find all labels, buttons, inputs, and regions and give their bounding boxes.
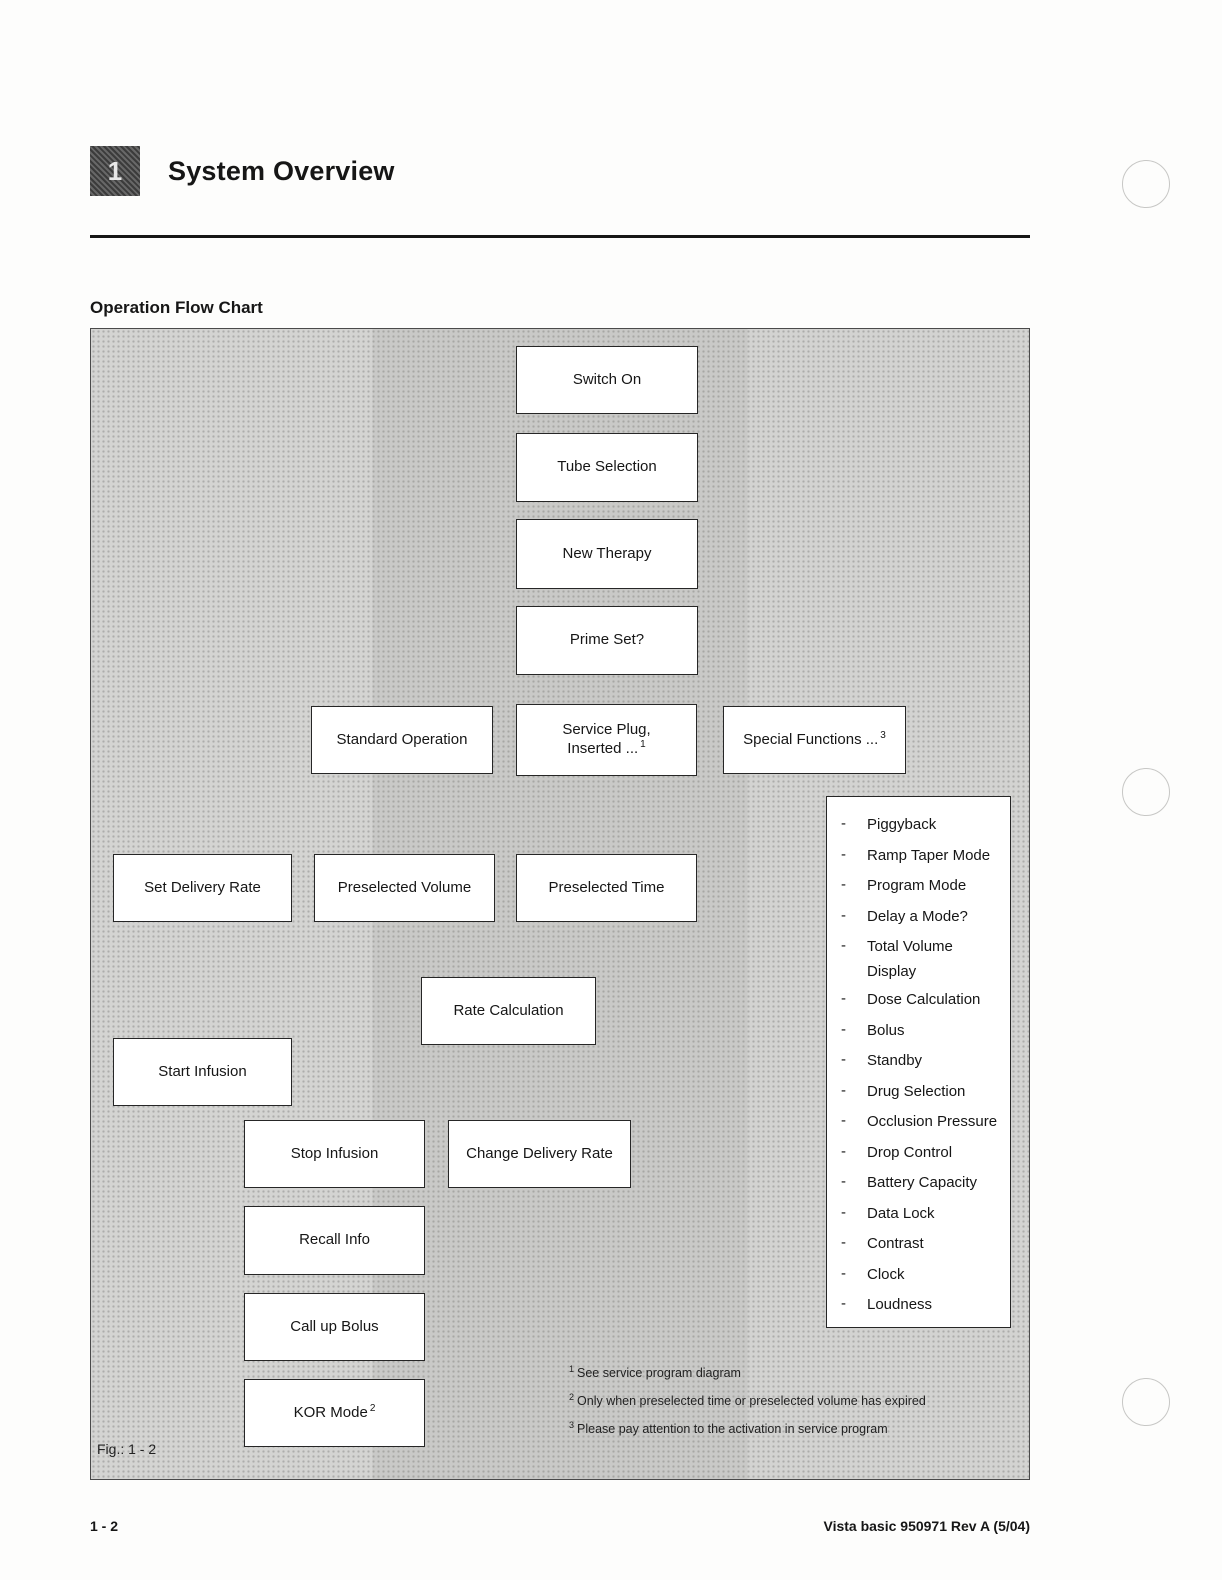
header-rule [90,235,1030,238]
flow-box-call-up-bolus [244,1293,425,1361]
panel-item-drug-selection: - Drug Selection [841,1076,1002,1107]
flow-box-stop-infusion [244,1120,425,1188]
panel-item-drop-control: - Drop Control [841,1137,1002,1168]
flow-box-label-line2: Inserted ... $^1$ [567,739,646,757]
panel-item-bolus: - Bolus [841,1015,1002,1046]
flow-box-label: Recall Info [299,1231,370,1249]
flow-box-label: Preselected Time [548,878,665,896]
panel-item-total-volume-display: - Total Volume Display [841,931,1002,984]
dash-bullet: - [841,1295,846,1312]
panel-item-contrast: - Contrast [841,1228,1002,1259]
flow-box-recall-info [244,1206,425,1275]
footnote-2: $^2$ Only when preselected time or preselected volume has expired [569,1392,926,1409]
panel-item-standby: - Standby [841,1045,1002,1076]
dash-bullet: - [841,990,846,1007]
panel-item-battery-capacity: - Battery Capacity [841,1167,1002,1198]
dash-bullet: - [841,1112,846,1129]
dash-bullet: - [841,1203,846,1221]
flow-box-label: Call up Bolus [290,1317,379,1335]
flow-box-rate-calculation [421,977,596,1045]
chapter-number: 1 [107,155,123,186]
flow-box-label: New Therapy [562,544,652,562]
dash-bullet: - [841,845,846,863]
footnote-marker: 1 [640,739,646,750]
flow-box-label: Change Delivery Rate [466,1144,613,1162]
flow-box-prime-set [516,606,698,675]
panel-item-data-lock: - Data Lock [841,1198,1002,1229]
punch-hole [1122,768,1170,816]
flow-box-label: Start Infusion [158,1062,247,1080]
flow-box-label: KOR Mode $^2$ [293,1402,376,1421]
panel-item-piggyback: - Piggyback [841,809,1002,840]
dash-bullet: - [841,906,846,924]
dash-bullet: - [841,1264,846,1282]
dash-bullet: - [841,1173,846,1190]
flow-box-label: Standard Operation [336,730,468,748]
panel-item-occlusion-pressure: - Occlusion Pressure [841,1106,1002,1137]
flow-box-standard-operation [311,706,493,774]
flow-box-label: Special Functions ... $^3$ [743,729,886,748]
flow-box-preselected-volume [314,854,495,922]
dash-bullet: - [841,815,846,832]
flow-box-label: Preselected Volume [337,878,472,896]
panel-item-dose-calculation: - Dose Calculation [841,984,1002,1015]
panel-item-clock: - Clock [841,1259,1002,1290]
flow-box-switch-on [516,346,698,414]
footnote-marker: 3 [880,729,886,741]
page-title: System Overview [168,156,395,186]
flow-box-new-therapy [516,519,698,589]
dash-bullet: - [841,1234,846,1251]
footnote-marker: 2 [369,1402,376,1414]
footnote-3: $^3$ Please pay attention to the activation in service program [569,1420,888,1437]
dash-bullet: - [841,1020,846,1038]
operation-flow-chart [90,328,1030,1480]
figure-label: Fig.: 1 - 2 [97,1441,157,1457]
flow-box-change-delivery-rate [448,1120,631,1188]
dash-bullet: - [841,1081,846,1099]
flow-box-set-delivery-rate [113,854,292,922]
flow-box-label: Set Delivery Rate [144,878,261,896]
special-functions-panel [826,796,1011,1328]
page-number: 1 - 2 [90,1518,119,1534]
flow-box-tube-selection [516,433,698,502]
dash-bullet: - [841,876,846,893]
flow-box-label: Rate Calculation [453,1001,564,1019]
flow-box-label-line1: Service Plug, [562,721,651,739]
panel-item-ramp-taper-mode: - Ramp Taper Mode [841,840,1002,871]
dash-bullet: - [841,1051,846,1068]
dash-bullet: - [841,937,846,954]
chapter-number-badge [90,146,140,196]
footnotes [569,1357,989,1441]
punch-hole [1122,160,1170,208]
document-reference: Vista basic 950971 Rev A (5/04) [823,1518,1030,1534]
flow-box-kor-mode [244,1379,425,1447]
flow-box-label: Stop Infusion [290,1144,379,1162]
flow-box-service-plug [516,704,697,776]
section-heading: Operation Flow Chart [90,298,263,317]
flow-box-preselected-time [516,854,697,922]
panel-item-loudness: - Loudness [841,1289,1002,1320]
flow-box-label: Prime Set? [569,631,645,649]
flow-box-special-functions [723,706,906,774]
flow-box-label: Tube Selection [557,458,657,476]
flow-box-label: Switch On [572,370,642,388]
flow-box-start-infusion [113,1038,292,1106]
footnote-1: $^1$ See service program diagram [569,1364,741,1381]
dash-bullet: - [841,1142,846,1160]
punch-hole [1122,1378,1170,1426]
panel-item-delay-a-mode: - Delay a Mode? [841,901,1002,932]
panel-item-program-mode: - Program Mode [841,870,1002,901]
